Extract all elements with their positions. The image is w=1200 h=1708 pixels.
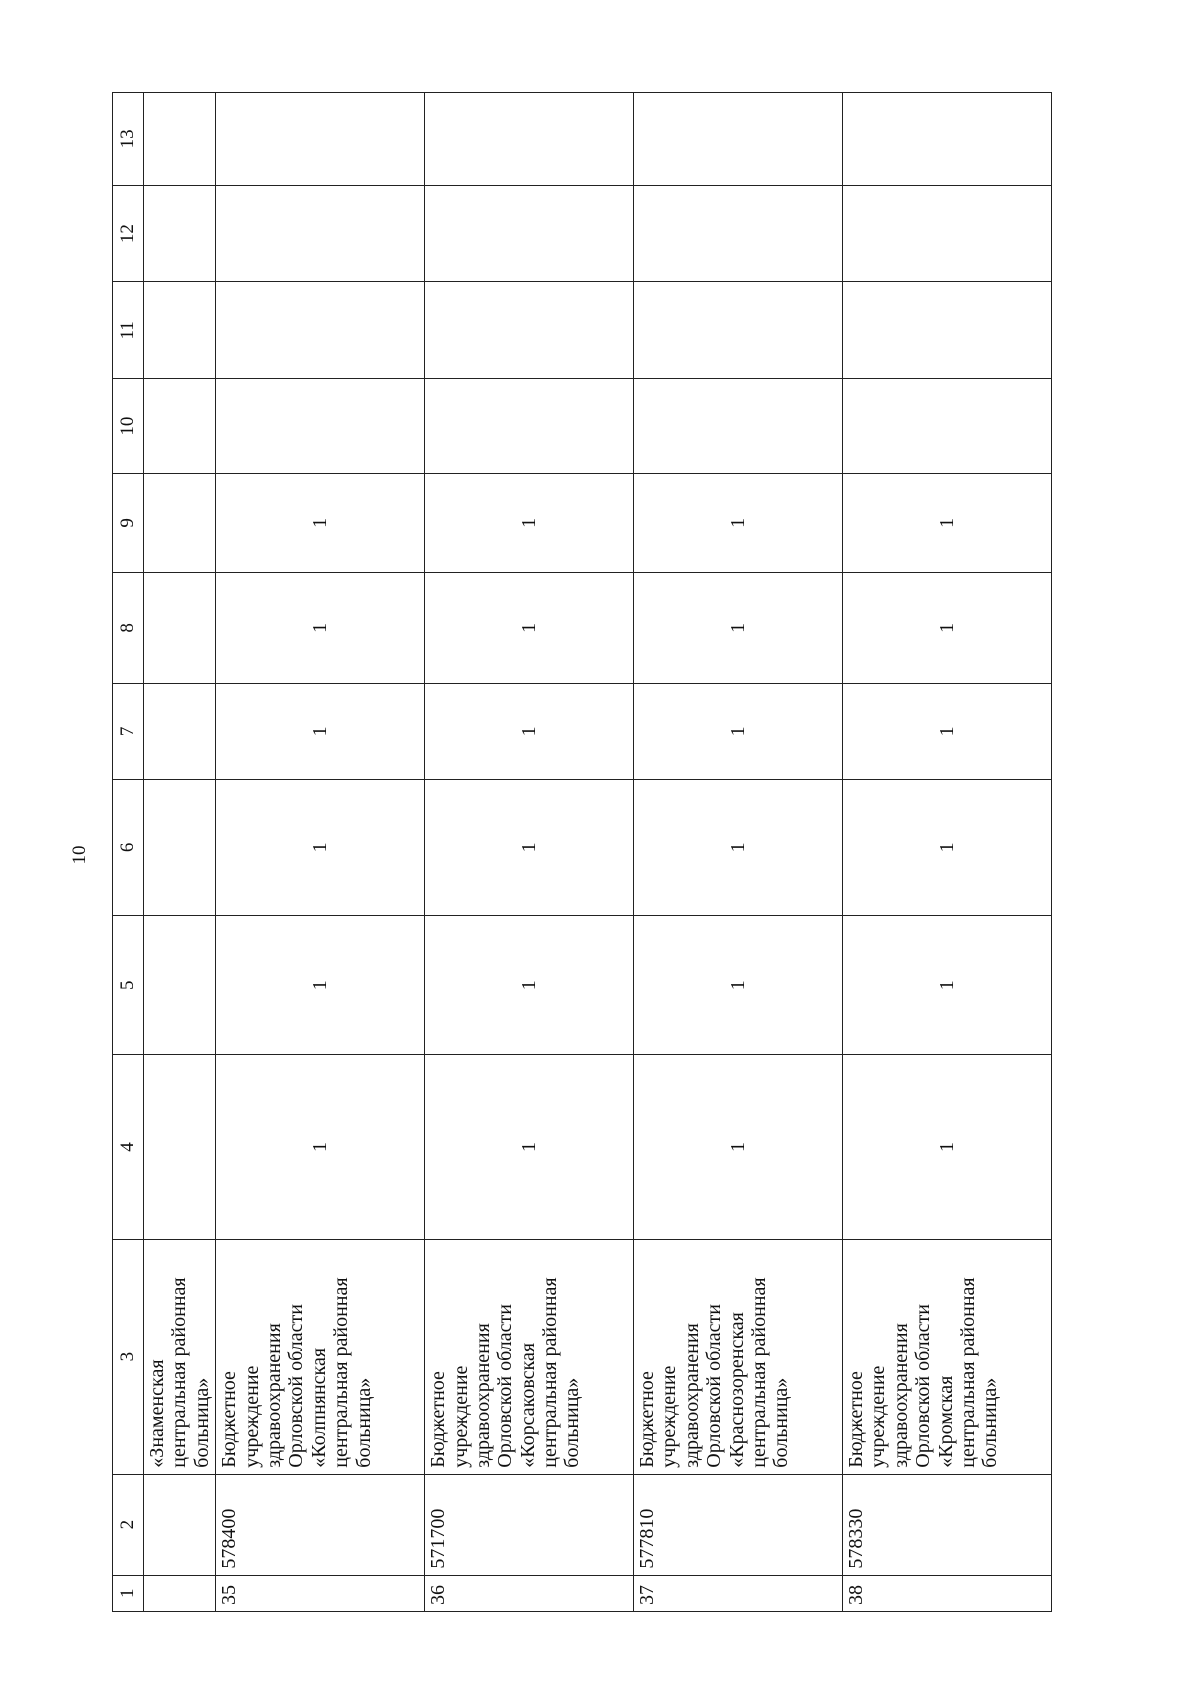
header-cell: 1 [113, 1575, 144, 1611]
institution-name-line: Орловской области [912, 1304, 935, 1468]
value-cell: 1 [216, 572, 425, 683]
institution-name-cell [144, 1239, 216, 1474]
value-cell [843, 282, 1052, 379]
institution-code-cell [144, 1474, 216, 1575]
institution-name-line: больница» [190, 1377, 213, 1468]
value-cell [144, 684, 216, 780]
value-cell: 1 [634, 684, 843, 780]
header-cell: 12 [113, 185, 144, 282]
value-cell [634, 93, 843, 186]
value-cell [144, 1055, 216, 1239]
value-cell: 1 [216, 1055, 425, 1239]
institution-name-line: центральная районная [168, 1277, 191, 1468]
document-table [112, 92, 1052, 1612]
value-cell: 1 [216, 684, 425, 780]
institution-name-line: Бюджетное [636, 1371, 659, 1468]
institution-name-line: учреждение [867, 1365, 890, 1468]
table-row [425, 93, 634, 1612]
row-number-cell: 38 [843, 1575, 1052, 1611]
value-cell: 1 [843, 684, 1052, 780]
value-cell: 1 [843, 572, 1052, 683]
value-cell [144, 282, 216, 379]
value-cell [843, 93, 1052, 186]
institution-name-line: учреждение [658, 1365, 681, 1468]
institution-name-cell [634, 1239, 843, 1474]
header-cell: 4 [113, 1055, 144, 1239]
row-number-cell: 35 [216, 1575, 425, 1611]
value-cell [144, 185, 216, 282]
value-cell [425, 185, 634, 282]
header-cell: 10 [113, 379, 144, 474]
institution-code-cell: 571700 [425, 1474, 634, 1575]
institution-name-line: центральная районная [330, 1277, 353, 1468]
value-cell [634, 185, 843, 282]
value-cell: 1 [843, 916, 1052, 1055]
value-cell: 1 [425, 684, 634, 780]
institution-name-line: Орловской области [285, 1304, 308, 1468]
row-number-cell: 36 [425, 1575, 634, 1611]
value-cell: 1 [216, 473, 425, 572]
table-body [113, 93, 1052, 1612]
table-row [634, 93, 843, 1612]
value-cell [843, 379, 1052, 474]
institution-name-line: центральная районная [956, 1277, 979, 1468]
institution-name-line: «Кромская [934, 1375, 957, 1468]
value-cell: 1 [216, 916, 425, 1055]
institution-name-line: Орловской области [703, 1304, 726, 1468]
institution-name-line: больница» [352, 1377, 375, 1468]
institution-name-line: больница» [561, 1377, 584, 1468]
row-number-cell: 37 [634, 1575, 843, 1611]
header-cell: 9 [113, 473, 144, 572]
value-cell: 1 [425, 1055, 634, 1239]
institution-name-line: больница» [770, 1377, 793, 1468]
rotated-table-container [112, 92, 1052, 1612]
value-cell [425, 282, 634, 379]
institution-code-cell: 577810 [634, 1474, 843, 1575]
header-cell: 3 [113, 1239, 144, 1474]
value-cell [843, 185, 1052, 282]
table-row [144, 93, 216, 1612]
page-number: 10 [69, 845, 90, 865]
institution-code-cell: 578400 [216, 1474, 425, 1575]
value-cell [144, 379, 216, 474]
institution-code-cell: 578330 [843, 1474, 1052, 1575]
table-row [843, 93, 1052, 1612]
value-cell [425, 379, 634, 474]
value-cell: 1 [216, 779, 425, 915]
institution-name-cell [425, 1239, 634, 1474]
value-cell [144, 779, 216, 915]
institution-name-line: Бюджетное [218, 1371, 241, 1468]
institution-name-line: Бюджетное [427, 1371, 450, 1468]
institution-name-line: Орловской области [494, 1304, 517, 1468]
value-cell: 1 [425, 779, 634, 915]
value-cell: 1 [634, 473, 843, 572]
institution-name-line: «Краснозоренская [725, 1312, 748, 1468]
value-cell [216, 282, 425, 379]
institution-name-line: здравоохранения [262, 1323, 285, 1468]
value-cell: 1 [843, 1055, 1052, 1239]
institution-name-line: Бюджетное [845, 1371, 868, 1468]
table-row [216, 93, 425, 1612]
header-cell: 11 [113, 282, 144, 379]
value-cell: 1 [843, 473, 1052, 572]
value-cell [144, 572, 216, 683]
value-cell [144, 93, 216, 186]
header-cell: 2 [113, 1474, 144, 1575]
institution-name-cell [216, 1239, 425, 1474]
value-cell [634, 282, 843, 379]
value-cell [216, 185, 425, 282]
value-cell: 1 [843, 779, 1052, 915]
institution-name-line: «Колпнянская [307, 1347, 330, 1468]
value-cell: 1 [425, 473, 634, 572]
value-cell [216, 379, 425, 474]
value-cell [425, 93, 634, 186]
value-cell: 1 [634, 779, 843, 915]
institution-name-line: здравоохранения [680, 1323, 703, 1468]
header-cell: 7 [113, 684, 144, 780]
header-cell: 8 [113, 572, 144, 683]
header-cell: 13 [113, 93, 144, 186]
institution-name-line: учреждение [240, 1365, 263, 1468]
institution-name-line: учреждение [449, 1365, 472, 1468]
institution-name-cell [843, 1239, 1052, 1474]
value-cell [144, 916, 216, 1055]
institution-name-line: больница» [979, 1377, 1002, 1468]
institution-name-line: «Корсаковская [516, 1342, 539, 1468]
value-cell [144, 473, 216, 572]
value-cell: 1 [425, 916, 634, 1055]
header-cell: 5 [113, 916, 144, 1055]
value-cell [216, 93, 425, 186]
institution-name-line: центральная районная [539, 1277, 562, 1468]
value-cell: 1 [634, 916, 843, 1055]
institution-name-line: центральная районная [748, 1277, 771, 1468]
institution-name-line: здравоохранения [889, 1323, 912, 1468]
value-cell: 1 [634, 572, 843, 683]
value-cell: 1 [425, 572, 634, 683]
institution-name-line: «Знаменская [146, 1359, 168, 1468]
value-cell: 1 [634, 1055, 843, 1239]
header-cell: 6 [113, 779, 144, 915]
value-cell [634, 379, 843, 474]
institution-name-line: здравоохранения [471, 1323, 494, 1468]
row-number-cell [144, 1575, 216, 1611]
header-row [113, 93, 144, 1612]
